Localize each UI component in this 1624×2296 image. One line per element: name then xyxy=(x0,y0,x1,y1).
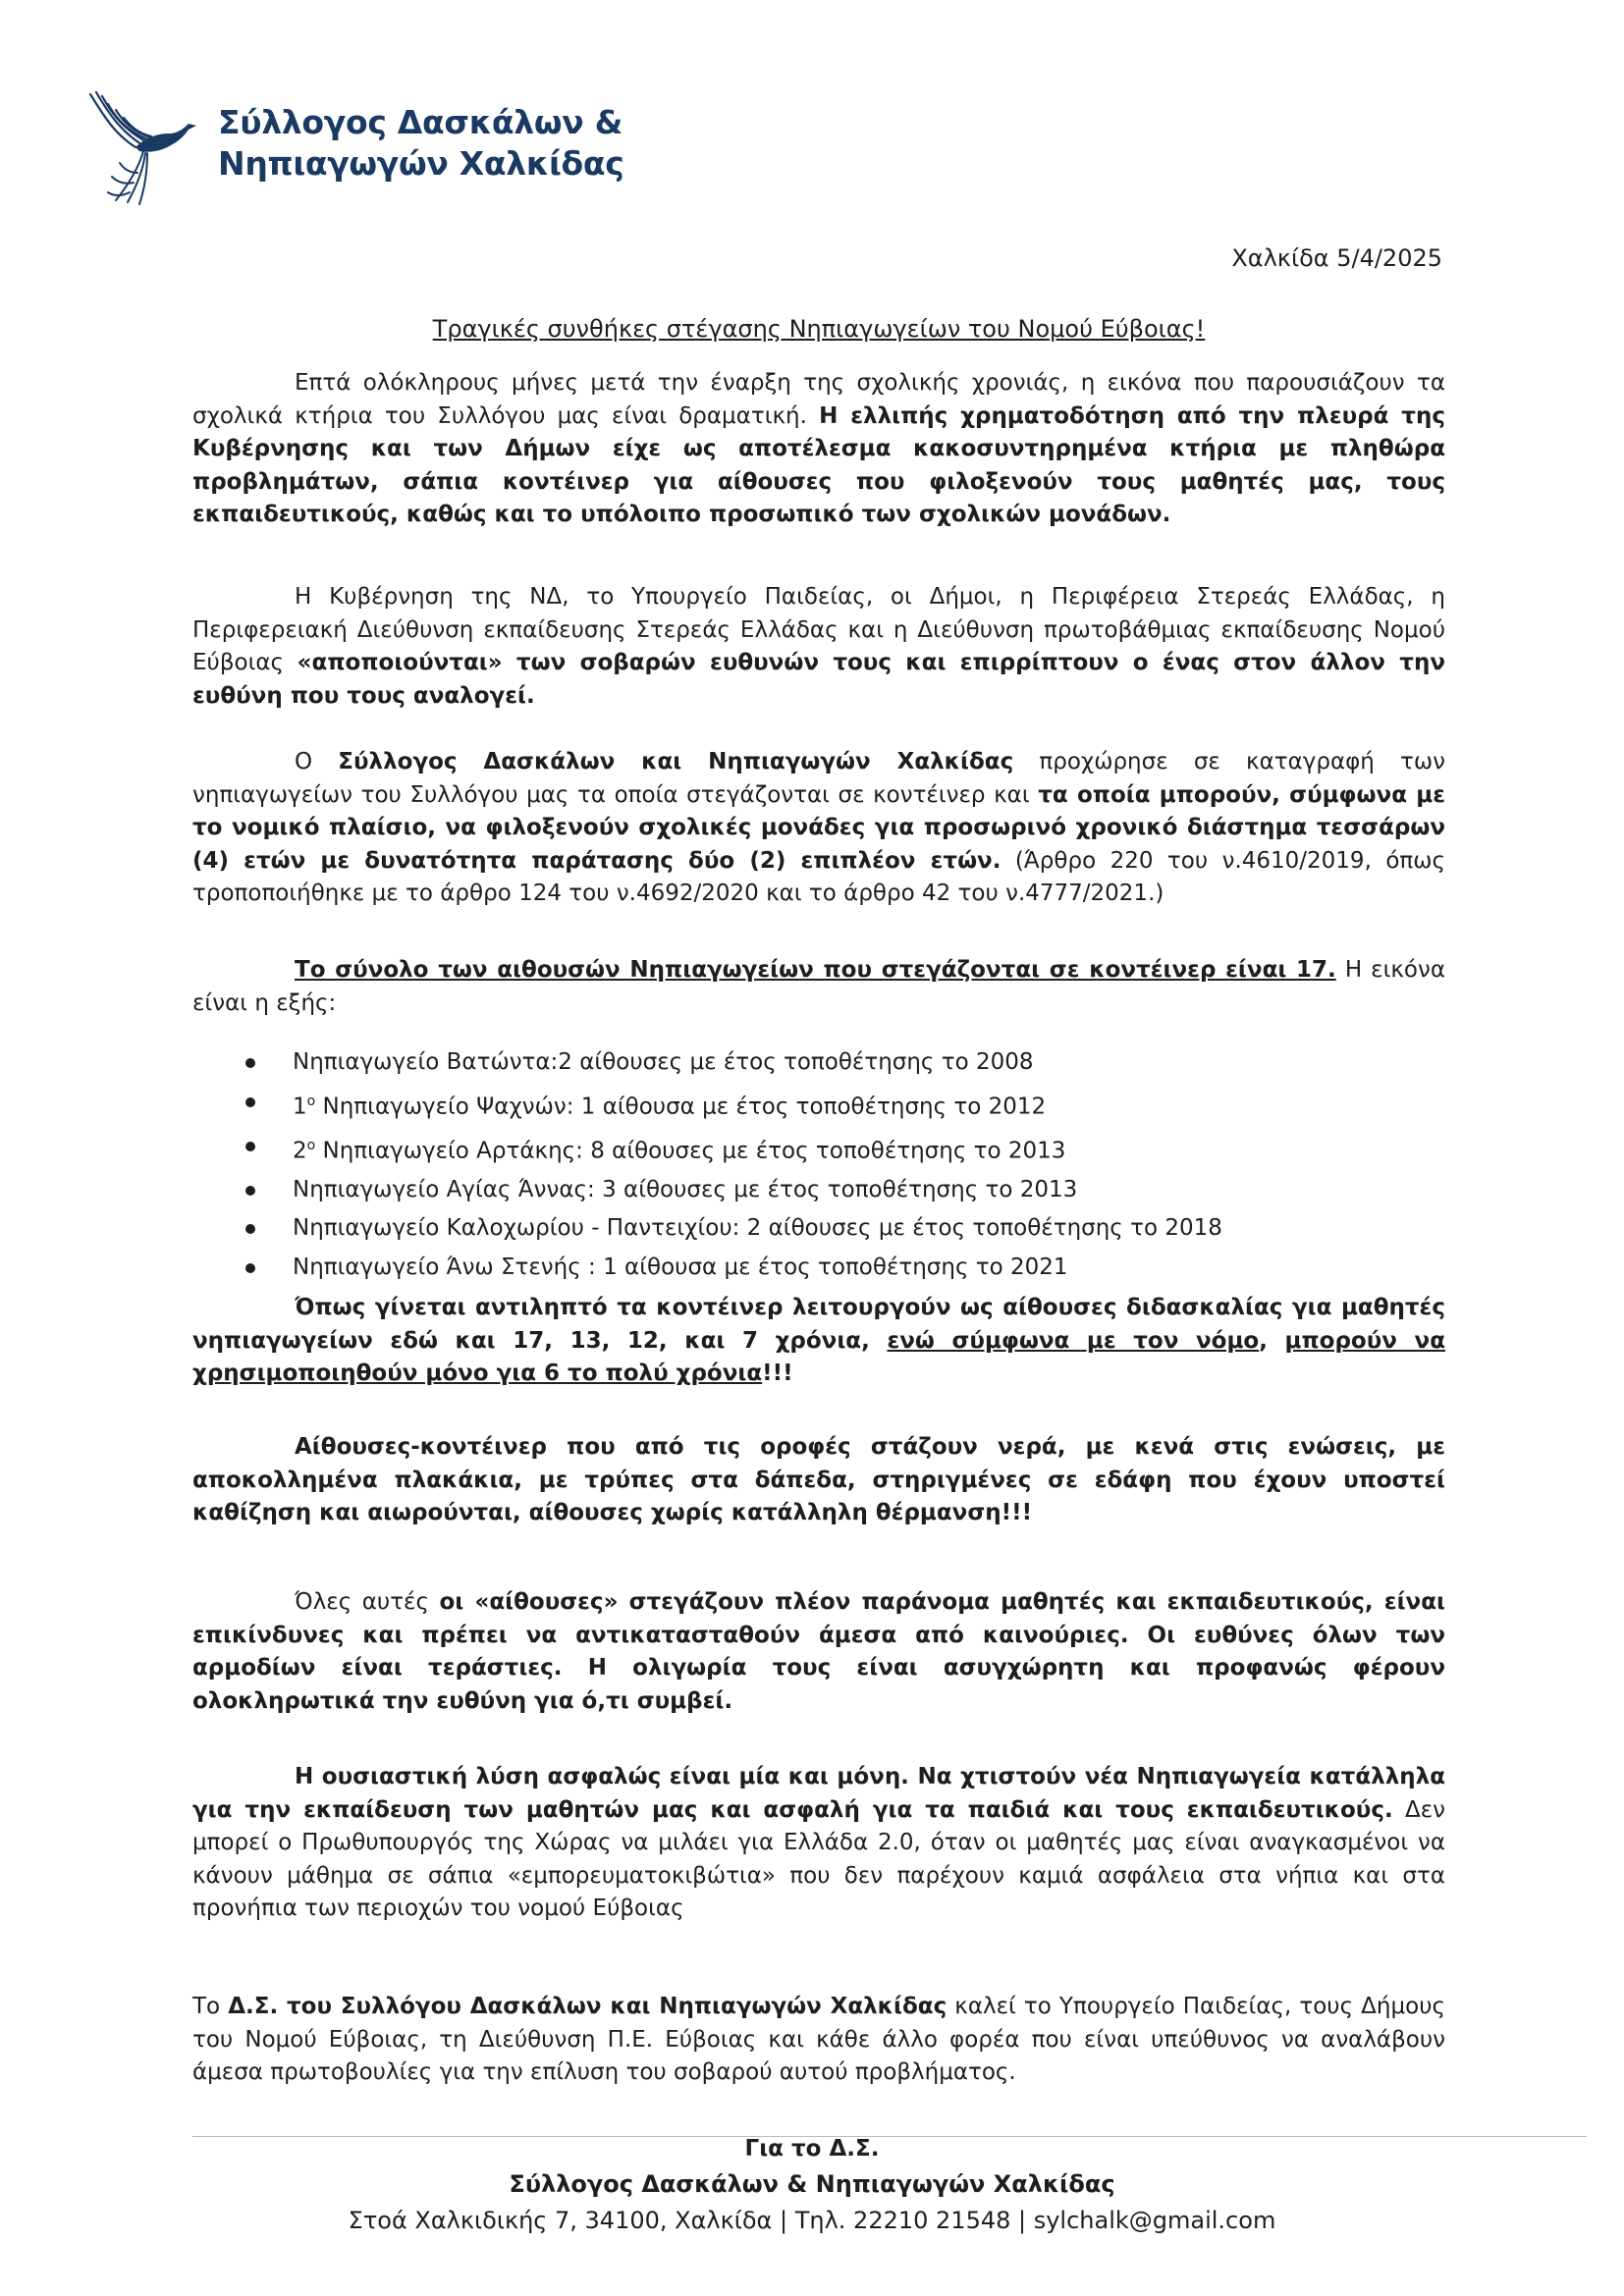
list-item xyxy=(245,1209,1222,1249)
list-item-text: Νηπιαγωγείο Ψαχνών: 1 αίθουσα με έτος τοποθέτησης το 2012 xyxy=(315,1094,1047,1120)
p2-normal: Η Κυβέρνηση της ΝΔ, το Υπουργείο Παιδείας, οι Δήμοι, η Περιφέρεια Στερεάς Ελλάδας, η Περιφερειακή Διεύθυνση εκπαίδευσης Στερεάς Ελλάδας και η Διεύθυνση πρωτοβάθμιας εκπαίδευσης Νομού Εύβοιας xyxy=(192,584,1445,675)
list-item-number: 2 xyxy=(293,1138,307,1164)
list-item-text: Νηπιαγωγείο Καλοχωρίου - Παντειχίου: 2 αίθουσες με έτος τοποθέτησης το 2018 xyxy=(293,1215,1222,1242)
bullet-icon xyxy=(245,1224,255,1234)
logo-line-1: Σύλλογος Δασκάλων & xyxy=(218,103,623,141)
p3-bold-1: Σύλλογος Δασκάλων και Νηπιαγωγών Χαλκίδας xyxy=(338,749,1014,774)
p3-tail: (Άρθρο 220 του ν.4610/2019, όπως τροποποιήθηκε με το άρθρο 124 του ν.4692/2020 και το άρθρο 42 του ν.4777/2021.) xyxy=(192,847,1445,906)
paragraph-5 xyxy=(192,1292,1445,1391)
paragraph-9 xyxy=(192,1991,1445,2090)
p2-bold: «αποποιούνται» των σοβαρών ευθυνών τους και επιρρίπτουν ο ένας στον άλλον την ευθύνη που τους αναλογεί. xyxy=(192,650,1445,709)
list-item xyxy=(245,1083,1222,1127)
container-kindergartens-list xyxy=(245,1043,1222,1287)
p4-normal: Η εικόνα είναι η εξής: xyxy=(192,957,1445,1016)
p3-bold-2: τα οποία μπορούν, σύμφωνα με το νομικό πλαίσιο, να φιλοξενούν σχολικές μονάδες για προσωρινό χρονικό διάστημα τεσσάρων (4) ετών με δυνατότητα παράτασης δύο (2) επιπλέον ετών. xyxy=(192,781,1445,874)
p9-bold: Δ.Σ. του Συλλόγου Δασκάλων και Νηπιαγωγών Χαλκίδας xyxy=(228,1994,947,2019)
signature-label: Για το Δ.Σ. xyxy=(744,2136,880,2162)
p5-comma: , xyxy=(1259,1327,1285,1354)
p3-lead: Ο xyxy=(295,749,339,774)
bullet-icon xyxy=(245,1263,255,1273)
bullet-icon xyxy=(245,1097,255,1107)
list-item-text: Νηπιαγωγείο Άνω Στενής : 1 αίθουσα με έτος τοποθέτησης το 2021 xyxy=(293,1254,1068,1280)
p5-bold: Όπως γίνεται αντιληπτό τα κοντέινερ λειτουργούν ως αίθουσες διδασκαλίας για μαθητές νηπιαγωγείων εδώ και 17, 13, 12, και 7 χρόνια, xyxy=(192,1295,1445,1354)
p5-underlined-1: ενώ σύμφωνα με τον νόμο xyxy=(887,1327,1260,1354)
list-item xyxy=(245,1171,1222,1210)
list-item-text: Νηπιαγωγείο Αρτάκης: 8 αίθουσες με έτος τοποθέτησης το 2013 xyxy=(315,1138,1066,1164)
p8-bold: Η ουσιαστική λύση ασφαλώς είναι μία και μόνη. Να χτιστούν νέα Νηπιαγωγεία κατάλληλα για την εκπαίδευση των μαθητών μας και ασφαλή για τα παιδιά και τους εκπαιδευτικούς. xyxy=(192,1764,1445,1823)
p8-normal: Δεν μπορεί ο Πρωθυπουργός της Χώρας να μιλάει για Ελλάδα 2.0, όταν οι μαθητές μας είναι αναγκασμένοι να κάνουν μάθημα σε σάπια «εμπορευματοκιβώτια» που δεν παρέχουν καμιά ασφάλεια στα νήπια και στα προνήπια των περιοχών του νομού Εύβοιας xyxy=(192,1796,1445,1921)
p9-lead: Το xyxy=(192,1994,229,2019)
list-item-text: Νηπιαγωγείο Αγίας Άννας: 3 αίθουσες με έτος τοποθέτησης το 2013 xyxy=(293,1176,1078,1202)
dove-icon xyxy=(86,90,214,208)
p9-normal: καλεί το Υπουργείο Παιδείας, τους Δήμους του Νομού Εύβοιας, τη Διεύθυνση Π.Ε. Εύβοιας και κάθε άλλο φορέα που είναι υπεύθυνος να αναλάβουν άμεσα πρωτοβουλίες για την επίλυση του σοβαρού αυτού προβλήματος. xyxy=(192,1994,1446,2085)
bullet-icon xyxy=(245,1186,255,1196)
organization-name xyxy=(218,102,624,185)
signature-organization: Σύλλογος Δασκάλων & Νηπιαγωγών Χαλκίδας xyxy=(509,2170,1115,2198)
list-item-number: 1 xyxy=(293,1094,307,1120)
document-title: Τραγικές συνθήκες στέγασης Νηπιαγωγείων του Νομού Εύβοιας! xyxy=(432,315,1206,343)
paragraph-1 xyxy=(192,367,1445,532)
list-item xyxy=(245,1249,1222,1288)
list-item-ordinal: ο xyxy=(306,1093,316,1109)
paragraph-2 xyxy=(192,581,1445,713)
paragraph-8 xyxy=(192,1761,1445,1926)
list-item-text: Νηπιαγωγείο Βατώντα:2 αίθουσες με έτος τοποθέτησης το 2008 xyxy=(293,1049,1034,1075)
p7-normal: Όλες αυτές xyxy=(295,1589,440,1615)
p5-end: !!! xyxy=(762,1361,793,1386)
bullet-icon xyxy=(245,1058,255,1068)
p5-underlined-2: μπορούν να χρησιμοποιηθούν μόνο για 6 το πολύ χρόνια xyxy=(192,1327,1445,1386)
footer-contact: Στοά Χαλκιδικής 7, 34100, Χαλκίδα | Τηλ. 22210 21548 | sylchalk@gmail.com xyxy=(348,2207,1276,2234)
list-item-ordinal: ο xyxy=(306,1137,316,1153)
letter-date: Χαλκίδα 5/4/2025 xyxy=(1231,244,1442,272)
p7-bold: οι «αίθουσες» στεγάζουν πλέον παράνομα μαθητές και εκπαιδευτικούς, είναι επικίνδυνες και πρέπει να αντικατασταθούν άμεσα από καινούριες. Οι ευθύνες όλων των αρμοδίων είναι τεράστιες. Η ολιγωρία τους είναι ασυγχώρητη και προφανώς φέρουν ολοκληρωτικά την ευθύνη για ό,τι συμβεί. xyxy=(192,1589,1445,1714)
list-item xyxy=(245,1127,1222,1171)
p1-bold: Η ελλιπής χρηματοδότηση από την πλευρά της Κυβέρνησης και των Δήμων είχε ως αποτέλεσμα κακοσυντηρημένα κτήρια με πληθώρα προβλημάτων, σάπια κοντέινερ για αίθουσες που φιλοξενούν τους μαθητές μας, τους εκπαιδευτικούς, καθώς και το υπόλοιπο προσωπικό των σχολικών μονάδων. xyxy=(192,402,1445,527)
paragraph-6 xyxy=(192,1431,1445,1530)
paragraph-3 xyxy=(192,746,1445,911)
paragraph-7 xyxy=(192,1586,1445,1718)
bullet-icon xyxy=(245,1142,255,1151)
p6-bold: Αίθουσες-κοντέινερ που από τις οροφές στάζουν νερά, με κενά στις ενώσεις, με αποκολλημένα πλακάκια, με τρύπες στα δάπεδα, στηριγμένες σε εδάφη που έχουν υποστεί καθίζηση και αιωρούνται, αίθουσες χωρίς κατάλληλη θέρμανση!!! xyxy=(192,1434,1445,1525)
paragraph-4 xyxy=(192,954,1445,1020)
p4-bold-underlined: Το σύνολο των αιθουσών Νηπιαγωγείων που στεγάζονται σε κοντέινερ είναι 17. xyxy=(295,957,1336,983)
p3-mid: προχώρησε σε καταγραφή των νηπιαγωγείων του Συλλόγου μας τα οποία στεγάζονται σε κοντέινερ και xyxy=(192,749,1445,808)
list-item xyxy=(245,1043,1222,1083)
logo-line-2: Νηπιαγωγών Χαλκίδας xyxy=(218,144,624,183)
p1-normal: Επτά ολόκληρους μήνες μετά την έναρξη της σχολικής χρονιάς, η εικόνα που παρουσιάζουν τα σχολικά κτήρια του Συλλόγου μας είναι δραματική. xyxy=(192,370,1445,429)
organization-logo xyxy=(86,90,636,208)
